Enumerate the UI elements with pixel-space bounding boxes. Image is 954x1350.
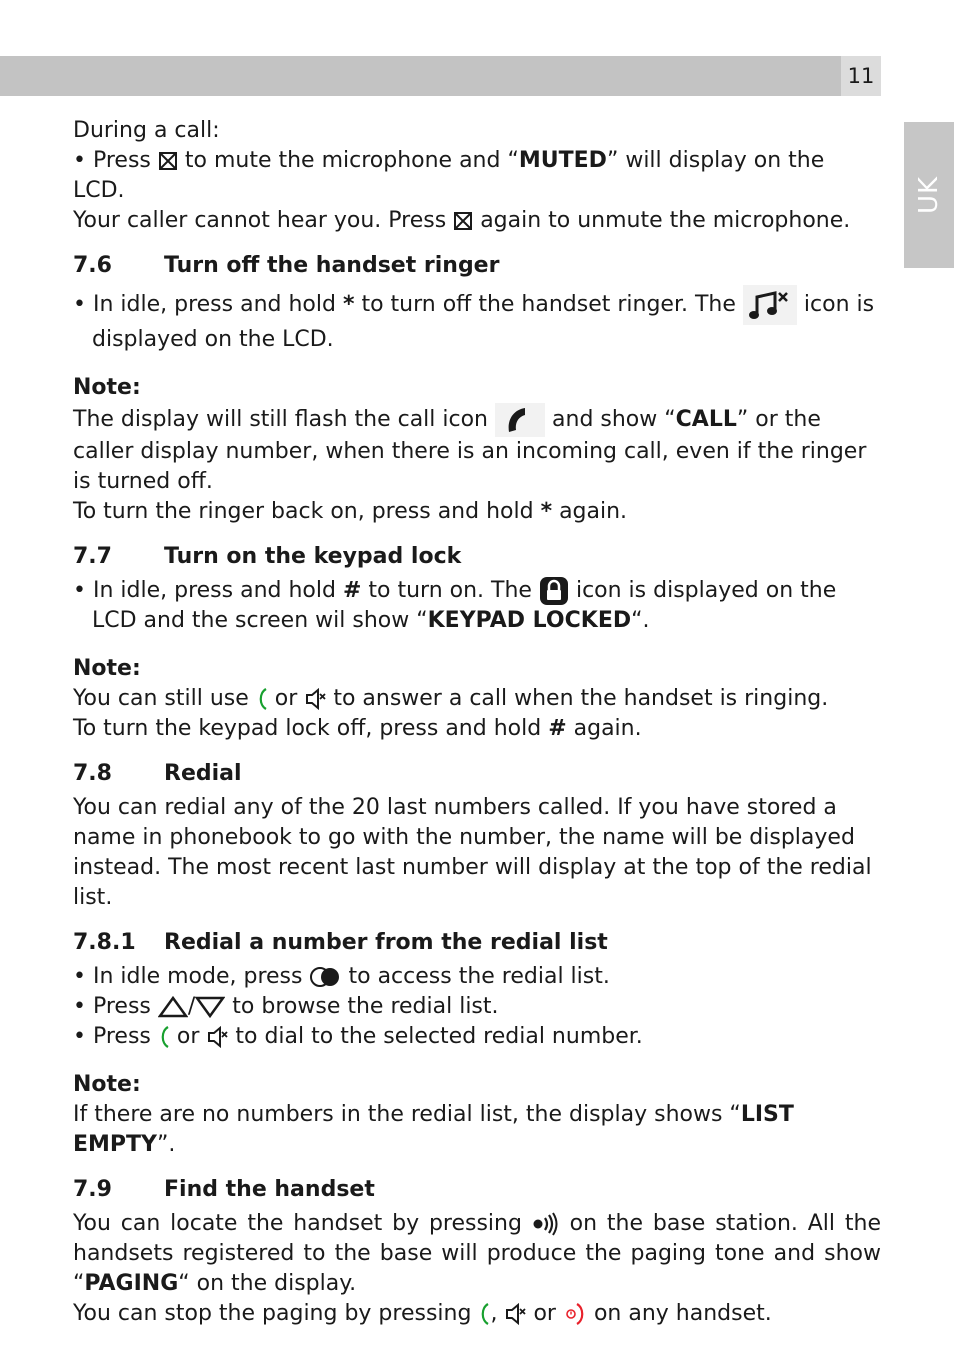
redial-bullet-access: • In idle mode, press to access the redial list. [73,964,610,989]
note-label: Note: [73,375,141,400]
note-ringer-call: The display will still flash the call icon and show “CALL” or the caller display number, when there is an incoming call, even if the ringer is turned off. [73,403,881,497]
section-heading-7-8-1: 7.8.1 Redial a number from the redial list [73,930,608,955]
ringer-off-bullet: • In idle, press and hold * to turn off the handset ringer. The icon is displayed on the LCD. [73,285,881,355]
find-handset-stop: You can stop the paging by pressing , or on any handset. [73,1301,772,1326]
section-heading-7-6: 7.6 Turn off the handset ringer [73,253,500,278]
section-heading-7-9: 7.9 Find the handset [73,1177,375,1202]
during-call-line2: Your caller cannot hear you. Press again to unmute the microphone. [73,208,851,233]
call-icon [495,403,545,437]
paging-key-icon [532,1212,560,1236]
language-tab [904,122,954,268]
speaker-key-icon [304,688,326,710]
talk-key-icon [478,1302,490,1326]
keypad-lock-bullet: • In idle, press and hold # to turn on. The icon is displayed on the LCD and the screen wil show “KEYPAD LOCKED“. [73,578,837,633]
speaker-key-icon [206,1026,228,1048]
end-key-icon [563,1302,587,1326]
note-keypad-answer: You can still use or to answer a call when the handset is ringing. [73,686,829,711]
lock-icon [539,576,569,606]
speaker-key-icon [504,1303,526,1325]
find-handset-body: You can locate the handset by pressing on the base station. All the handsets registered to the base will produce the paging tone and show “PAGING“ on the display. [73,1211,881,1296]
note-label: Note: [73,1072,141,1097]
up-arrow-icon [158,996,188,1018]
ringer-off-icon [743,285,797,325]
redial-bullet-browse: • Press / to browse the redial list. [73,994,499,1019]
page-content [73,116,881,1329]
note-keypad-unlock: To turn the keypad lock off, press and hold # again. [73,716,642,741]
mute-key-icon [158,151,178,171]
redial-key-icon [309,966,341,988]
redial-bullet-dial: • Press or to dial to the selected redial number. [73,1024,643,1049]
down-arrow-icon [195,996,225,1018]
language-tab-label: UK [914,175,944,215]
note-ringer-on: To turn the ringer back on, press and hold * again. [73,499,628,524]
section-heading-7-8: 7.8 Redial [73,761,242,786]
redial-body: You can redial any of the 20 last numbers called. If you have stored a name in phonebook to go with the number, the name will be displayed instead. The most recent last number will display at the top of the redial list. [73,795,872,910]
header-bar [0,56,841,96]
note-label: Note: [73,656,141,681]
talk-key-icon [158,1025,170,1049]
during-call-bullet: • Press to mute the microphone and “MUTED” will display on the LCD. [73,148,825,203]
note-list-empty: If there are no numbers in the redial list, the display shows “LIST EMPTY”. [73,1102,794,1157]
section-heading-7-7: 7.7 Turn on the keypad lock [73,544,462,569]
mute-key-icon [453,211,473,231]
talk-key-icon [256,687,268,711]
page-number: 11 [841,56,881,96]
during-call-intro: During a call: [73,118,220,143]
